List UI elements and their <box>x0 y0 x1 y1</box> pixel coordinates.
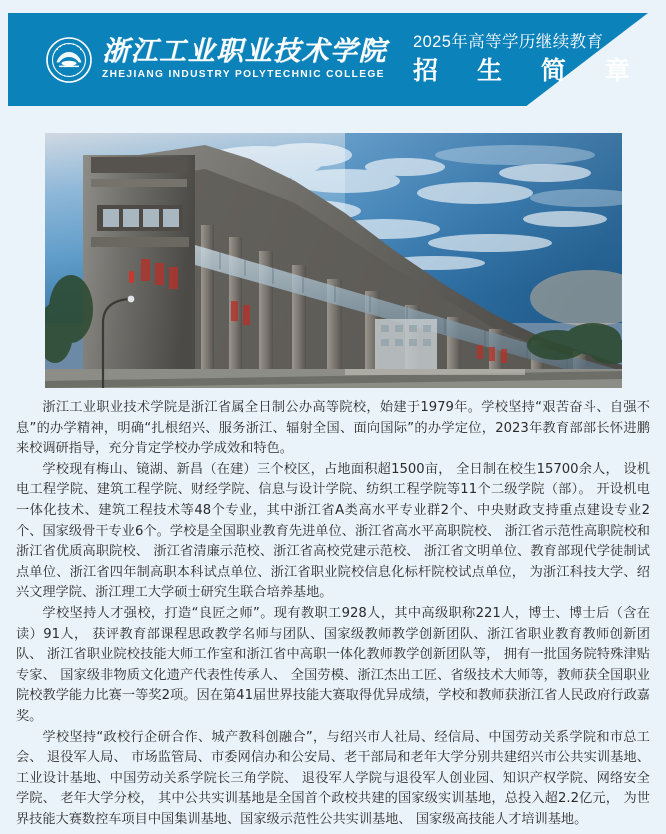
school-name-block <box>102 37 387 81</box>
title-block <box>413 32 646 88</box>
school-name-cn: 浙江工业职业技术学院 <box>102 36 387 68</box>
paragraph-3: 学校坚持人才强校，打造“良匠之师”。现有教职工928人，其中高级职称221人，博士、博士后（含在读）91人， 获评教育部课程思政教学名师与团队、国家级教师教学创新团队、浙江省职业教育教师创新团队、 浙江省职业院校技能大师工作室和浙江省中高职一体化教师教学创新团队等， 拥有一批国务院特殊津贴专家、 国家级非物质文化遗产代表性传承人、 全国劳模、浙江杰出工匠、省级技术大师等，教师获全国职业院校教学能力比赛一等奖2项。因在第41届世界技能大赛取得优异成绩，学校和教师获浙江省人民政府行政嘉奖。 <box>16 605 650 724</box>
school-name-en: ZHEJIANG INDUSTRY POLYTECHNIC COLLEGE <box>102 69 385 81</box>
paragraph-1: 浙江工业职业技术学院是浙江省属全日制公办高等院校，始建于1979年。学校坚持“艰苦奋斗、自强不息”的办学精神，明确“扎根绍兴、服务浙江、辐射全国、面向国际”的办学定位，2023年教育部部长怀进鹏来校调研指导，充分肯定学校办学成效和特色。 <box>16 400 650 457</box>
title-main: 招 生 简 章 <box>413 57 646 86</box>
header-content <box>8 13 648 106</box>
paragraph-4: 学校坚持“政校行企研合作、城产教科创融合”，与绍兴市人社局、经信局、中国劳动关系学院和市总工会、 退役军人局、 市场监管局、市委网信办和公安局、老干部局和老年大学分别共建绍兴市公共实训基地、 工业设计基地、中国劳动关系学院长三角学院、 退役军人学院与退役军人创业园、知识产权学院、网络安全学院、 老年大学分校， 其中公共实训基地是全国首个政校共建的国家级实训基地，总投入超2.2亿元， 为世界技能大赛数控车项目中国集训基地、国家级示范性公共实训基地、 国家级高技能人才培训基地。 <box>16 729 650 827</box>
campus-photo <box>45 133 622 388</box>
article-body <box>16 398 650 830</box>
college-seal-icon <box>46 37 92 83</box>
paragraph-2: 学校现有梅山、镜湖、新昌（在建）三个校区，占地面积超1500亩， 全日制在校生15700余人， 设机电工程学院、建筑工程学院、财经学院、信息与设计学院、纺织工程学院等11个二级学院（部）。 开设机电一体化技术、建筑工程技术等48个专业，其中浙江省A类高水平专业群2个、中央财政支持重点建设专业2个、国家级骨干专业6个。学校是全国职业教育先进单位、浙江省高水平高职院校、 浙江省示范性高职院校和浙江省优质高职院校、 浙江省清廉示范校、浙江省高校党建示范校、 浙江省文明单位、教育部现代学徒制试点单位、浙江省四年制高职本科试点单位、浙江省职业院校信息化标杆院校试点单位， 为浙江科技大学、绍兴文理学院、浙江理工大学硕士研究生联合培养基地。 <box>16 461 650 601</box>
page-header <box>0 13 666 106</box>
title-subtitle: 2025年高等学历继续教育 <box>413 32 604 51</box>
